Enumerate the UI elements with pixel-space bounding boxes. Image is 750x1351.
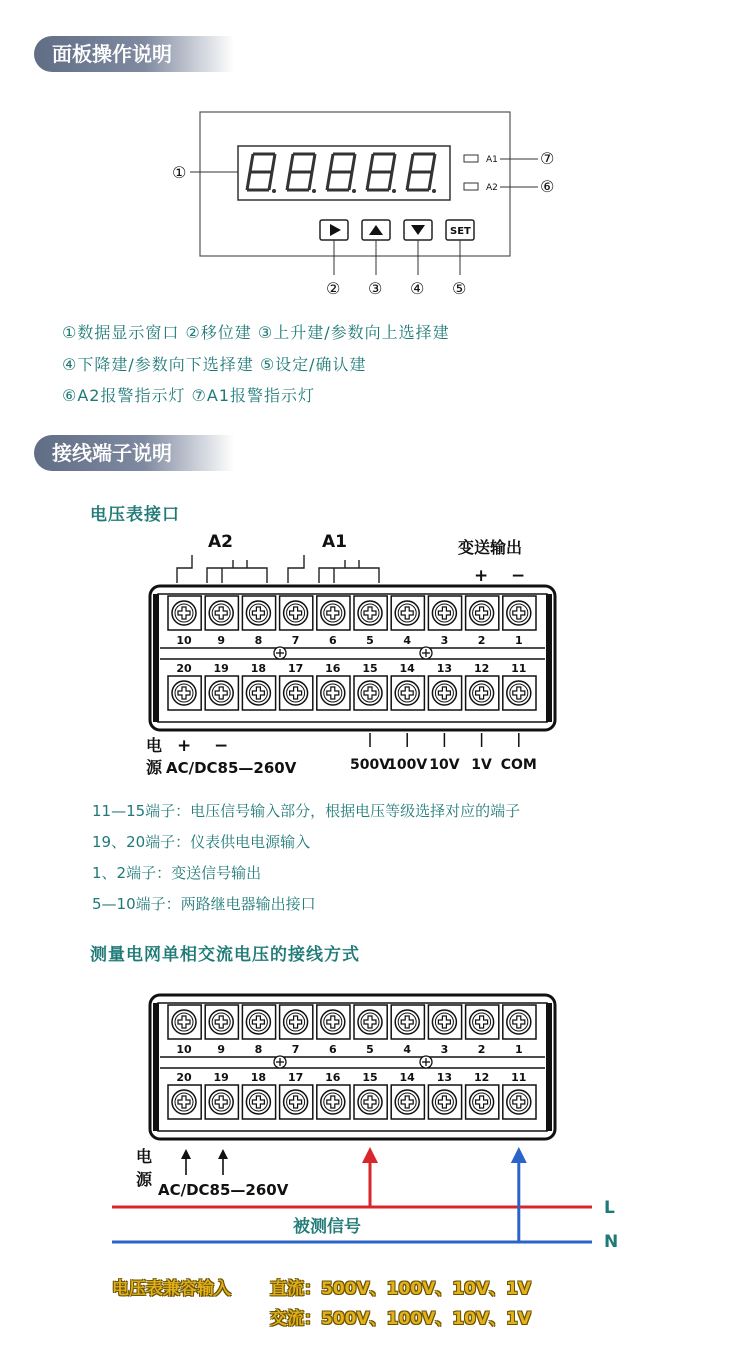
voltage-interface-diagram [0,525,750,785]
wd-bottom-number: 13 [436,1071,453,1084]
vi-terminal-2 [466,596,499,630]
wd-terminal-15 [354,1085,387,1119]
up-button[interactable] [362,220,390,240]
wiring-power-spec: AC/DC85—260V [158,1181,289,1199]
wd-top-number: 4 [403,1043,412,1056]
set-label: SET [450,226,471,237]
wd-terminal-10 [168,1005,201,1039]
wiring-power-label-1: 电 [136,1147,153,1166]
vi-top-number: 5 [366,634,374,647]
wiring-power-label-2: 源 [136,1170,153,1189]
vi-terminal-17 [280,676,313,710]
input-label-1: 100V [387,757,428,773]
callout-6: ⑥ [540,177,555,196]
wd-bottom-number: 18 [250,1071,267,1084]
vi-bottom-number: 11 [511,662,527,675]
note-4: 5—10端子：两路继电器输出接口 [92,895,316,913]
line-n-label: N [604,1232,619,1252]
callout-1: ① [172,163,187,182]
wd-bottom-number: 15 [362,1071,378,1084]
input-label-0: 500V [349,757,391,773]
power-minus: − [214,736,229,756]
callout-2: ② [326,279,341,298]
wd-terminal-20 [168,1085,201,1119]
input-label-3: 1V [471,757,492,773]
vi-terminal-5 [354,596,387,630]
vi-terminal-13 [428,676,461,710]
power-label-1: 电 [146,736,163,755]
wd-terminal-13 [428,1085,461,1119]
callout-5: ⑤ [452,279,467,298]
vi-top-number: 6 [328,634,337,647]
legend-line-2: ④下降建/参数向下选择建 ⑤设定/确认建 [62,355,367,374]
wd-top-number: 7 [291,1043,300,1056]
panel-diagram [0,100,750,310]
vi-bottom-number: 15 [362,662,378,675]
wd-bottom-number: 17 [287,1071,304,1084]
note-3: 1、2端子：变送信号输出 [92,864,262,882]
terminal-block-wiring [150,995,555,1139]
vi-terminal-16 [317,676,350,710]
vi-top-number: 3 [440,634,449,647]
vi-bottom-number: 12 [473,662,490,675]
signal-label: 被测信号 [293,1217,361,1237]
transmit-minus: − [511,566,526,586]
wd-top-number: 6 [328,1043,337,1056]
transmit-label: 变送输出 [458,538,523,557]
vi-terminal-3 [428,596,461,630]
section-title-panel: 面板操作说明 [34,36,234,72]
vi-terminal-12 [466,676,499,710]
vi-terminal-9 [205,596,238,630]
wd-terminal-1 [503,1005,536,1039]
wd-terminal-7 [280,1005,313,1039]
legend-line-3: ⑥A2报警指示灯 ⑦A1报警指示灯 [62,386,316,405]
wd-bottom-number: 16 [325,1071,341,1084]
compat-label: 电压表兼容输入 [112,1279,231,1299]
vi-terminal-19 [205,676,238,710]
vi-top-number: 7 [291,634,300,647]
power-spec: AC/DC85—260V [166,759,297,777]
vi-terminal-14 [391,676,424,710]
led-a1 [464,155,478,162]
wd-bottom-number: 20 [176,1071,192,1084]
wd-terminal-11 [503,1085,536,1119]
wd-terminal-19 [205,1085,238,1119]
vi-bottom-number: 13 [436,662,453,675]
vi-bottom-number: 16 [325,662,341,675]
callout-4: ④ [410,279,425,298]
callout-3: ③ [368,279,383,298]
wiring-title: 测量电网单相交流电压的接线方式 [90,945,360,965]
vi-top-number: 9 [217,634,226,647]
vi-top-number: 8 [254,634,263,647]
vi-terminal-7 [280,596,313,630]
wd-terminal-3 [428,1005,461,1039]
relay-label-a1: A1 [322,532,347,552]
compat-dc: 直流：500V、100V、10V、1V [270,1279,532,1299]
vi-terminal-8 [242,596,275,630]
transmit-plus: + [474,566,489,586]
vi-terminal-6 [317,596,350,630]
wd-top-number: 10 [176,1043,192,1056]
vi-top-number: 2 [477,634,486,647]
led-a2-label: A2 [486,183,498,193]
wd-terminal-8 [242,1005,275,1039]
terminal-block [150,586,555,730]
wd-terminal-14 [391,1085,424,1119]
wd-top-number: 3 [440,1043,449,1056]
wd-terminal-12 [466,1085,499,1119]
note-2: 19、20端子：仪表供电电源输入 [92,833,311,851]
section-title-terminals: 接线端子说明 [34,435,234,471]
shift-button[interactable] [320,220,348,240]
input-label-4: COM [500,757,537,773]
vi-bottom-number: 17 [287,662,304,675]
vi-terminal-11 [503,676,536,710]
vi-terminal-4 [391,596,424,630]
power-plus: + [177,736,192,756]
wd-terminal-9 [205,1005,238,1039]
vi-terminal-10 [168,596,201,630]
wd-terminal-6 [317,1005,350,1039]
vi-top-number: 10 [176,634,192,647]
vi-top-number: 1 [514,634,523,647]
power-label-2: 源 [146,758,163,777]
wd-top-number: 5 [366,1043,374,1056]
wd-terminal-17 [280,1085,313,1119]
voltage-interface-title: 电压表接口 [90,505,180,525]
wd-bottom-number: 12 [473,1071,490,1084]
relay-contacts [177,555,379,583]
vi-bottom-number: 18 [250,662,267,675]
wd-terminal-5 [354,1005,387,1039]
line-l-label: L [604,1198,615,1218]
wd-terminal-4 [391,1005,424,1039]
note-1: 11—15端子：电压信号输入部分，根据电压等级选择对应的端子 [92,802,521,820]
wiring-diagram [0,985,750,1260]
vi-terminal-15 [354,676,387,710]
input-terminal-ticks [350,733,537,773]
vi-terminal-20 [168,676,201,710]
wd-bottom-number: 11 [511,1071,527,1084]
wd-top-number: 8 [254,1043,263,1056]
vi-terminal-18 [242,676,275,710]
down-button[interactable] [404,220,432,240]
vi-terminal-1 [503,596,536,630]
relay-label-a2: A2 [208,532,233,552]
callout-7: ⑦ [540,149,555,168]
wd-top-number: 2 [477,1043,486,1056]
compat-ac: 交流：500V、100V、10V、1V [270,1309,532,1329]
vi-bottom-number: 19 [213,662,229,675]
vi-bottom-number: 20 [176,662,192,675]
wd-terminal-16 [317,1085,350,1119]
wd-top-number: 9 [217,1043,226,1056]
power-arrows [181,1149,228,1175]
wd-top-number: 1 [514,1043,523,1056]
wd-terminal-2 [466,1005,499,1039]
led-a1-label: A1 [486,155,498,165]
legend-line-1: ①数据显示窗口 ②移位建 ③上升建/参数向上选择建 [62,323,450,342]
wd-bottom-number: 19 [213,1071,229,1084]
vi-bottom-number: 14 [399,662,415,675]
led-a2 [464,183,478,190]
set-button[interactable] [446,220,474,240]
wd-terminal-18 [242,1085,275,1119]
vi-top-number: 4 [403,634,412,647]
wd-bottom-number: 14 [399,1071,415,1084]
input-label-2: 10V [429,757,460,773]
